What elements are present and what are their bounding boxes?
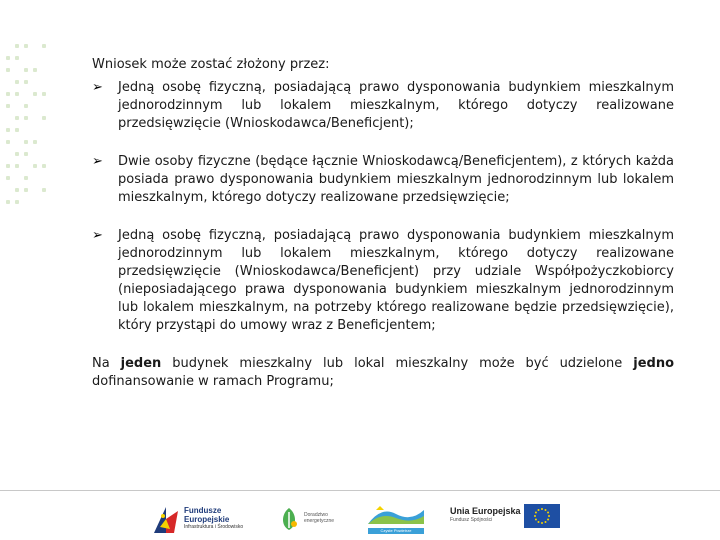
eu-star-icon <box>545 521 547 523</box>
decorative-dot <box>15 164 19 168</box>
decorative-dot <box>6 200 10 204</box>
eu-star-icon <box>545 509 547 511</box>
eu-star-icon <box>541 522 543 524</box>
closing-text: budynek mieszkalny lub lokal mieszkalny może być udzielone <box>161 356 634 371</box>
decorative-dot <box>15 200 19 204</box>
list-item-text: Jedną osobę fizyczną, posiadającą prawo dysponowania budynkiem mieszkalnym jednorodzinnym lub lokalem mieszkalnym, którego dotyczy realizowane przedsięwzięcie (Wnioskodawca/Beneficjent) przy udziale Współpożyczkobiorcy (nieposiadającego prawa dysponowania budynkiem mieszkalnym jednorodzinnym lub lokalem mieszkalnym, na potrzeby którego realizowane będzie przedsięwzięcie), który przystąpi do umowy wraz z Beneficjentem; <box>118 228 674 333</box>
decorative-dot <box>33 92 37 96</box>
eu-star-icon <box>547 512 549 514</box>
czyste-powietrze-text: Czyste Powietrze <box>380 528 412 533</box>
decorative-dot <box>33 164 37 168</box>
decorative-dot <box>6 68 10 72</box>
eu-star-icon <box>541 508 543 510</box>
decorative-dot <box>33 140 37 144</box>
eu-star-icon <box>538 509 540 511</box>
list-item-text: Dwie osoby fizyczne (będące łącznie Wnioskodawcą/Beneficjentem), z których każda posiada prawo dysponowania budynkiem mieszkalnym jednorodzinnym lub lokalem mieszkalnym, którego dotyczy realizowane przedsięwzięcie; <box>118 154 674 205</box>
decorative-dot <box>42 188 46 192</box>
eu-star-icon <box>548 515 550 517</box>
doradztwo-text: Doradztwo energetyczne <box>304 512 335 524</box>
eu-flag-icon <box>524 504 560 528</box>
decorative-dot <box>15 188 19 192</box>
eu-star-icon <box>535 512 537 514</box>
decorative-dot <box>15 128 19 132</box>
list-item <box>92 79 674 133</box>
fundusze-europejskie-logo <box>152 502 262 538</box>
eu-star-icon <box>534 515 536 517</box>
decorative-dot <box>15 152 19 156</box>
list-item <box>92 227 674 335</box>
eu-star-icon <box>547 519 549 521</box>
list-item-text: Jedną osobę fizyczną, posiadającą prawo dysponowania budynkiem mieszkalnym jednorodzinnym lub lokalem mieszkalnym, którego dotyczy realizowane przedsięwzięcie (Wnioskodawca/Beneficjent); <box>118 80 674 131</box>
decorative-dot <box>42 116 46 120</box>
closing-text: Na <box>92 356 121 371</box>
decorative-dot <box>15 92 19 96</box>
decorative-dot <box>24 140 28 144</box>
decorative-dot <box>6 56 10 60</box>
decorative-dot <box>15 44 19 48</box>
decorative-dot <box>6 140 10 144</box>
unia-europejska-logo <box>450 504 560 534</box>
decorative-dot <box>24 152 28 156</box>
footer-divider <box>0 490 720 491</box>
decorative-dot <box>15 116 19 120</box>
decorative-dot <box>6 164 10 168</box>
closing-paragraph <box>92 355 674 391</box>
waves-icon <box>366 504 426 526</box>
list-item <box>92 153 674 207</box>
decorative-dot-pattern <box>0 40 60 220</box>
decorative-dot <box>24 68 28 72</box>
fe-emblem-icon <box>152 505 182 535</box>
decorative-dot <box>24 188 28 192</box>
leaf-icon <box>278 506 300 532</box>
arrow-bullet-icon: ➢ <box>92 154 103 169</box>
decorative-dot <box>24 80 28 84</box>
decorative-dot <box>24 116 28 120</box>
intro-text: Wniosek może zostać złożony przez: <box>92 57 330 72</box>
decorative-dot <box>42 164 46 168</box>
czyste-powietrze-logo <box>366 504 428 538</box>
czyste-powietrze-bar <box>368 528 424 534</box>
decorative-dot <box>6 104 10 108</box>
eu-star-icon <box>538 521 540 523</box>
footer-logos <box>0 494 720 540</box>
decorative-dot <box>24 44 28 48</box>
decorative-dot <box>33 68 37 72</box>
decorative-dot <box>6 92 10 96</box>
decorative-dot <box>15 56 19 60</box>
decorative-dot <box>42 92 46 96</box>
emphasis-jeden: jeden <box>120 356 162 371</box>
decorative-dot <box>24 104 28 108</box>
fe-title-line-1: Fundusze <box>184 506 222 515</box>
arrow-bullet-icon: ➢ <box>92 228 103 243</box>
decorative-dot <box>15 80 19 84</box>
ue-title: Unia Europejska <box>450 506 521 516</box>
fe-title-line-2: Europejskie <box>184 515 230 524</box>
closing-text: dofinansowanie w ramach Programu; <box>92 374 334 389</box>
fe-subtitle: Infrastruktura i Środowisko <box>184 524 244 530</box>
decorative-dot <box>42 44 46 48</box>
arrow-bullet-icon: ➢ <box>92 80 103 95</box>
ue-subtitle: Fundusz Spójności <box>450 517 493 523</box>
emphasis-jedno: jedno <box>633 356 675 371</box>
document-body <box>92 56 674 404</box>
decorative-dot <box>6 128 10 132</box>
eu-star-icon <box>535 519 537 521</box>
doradztwo-logo <box>278 502 338 538</box>
decorative-dot <box>6 176 10 180</box>
decorative-dot <box>24 176 28 180</box>
